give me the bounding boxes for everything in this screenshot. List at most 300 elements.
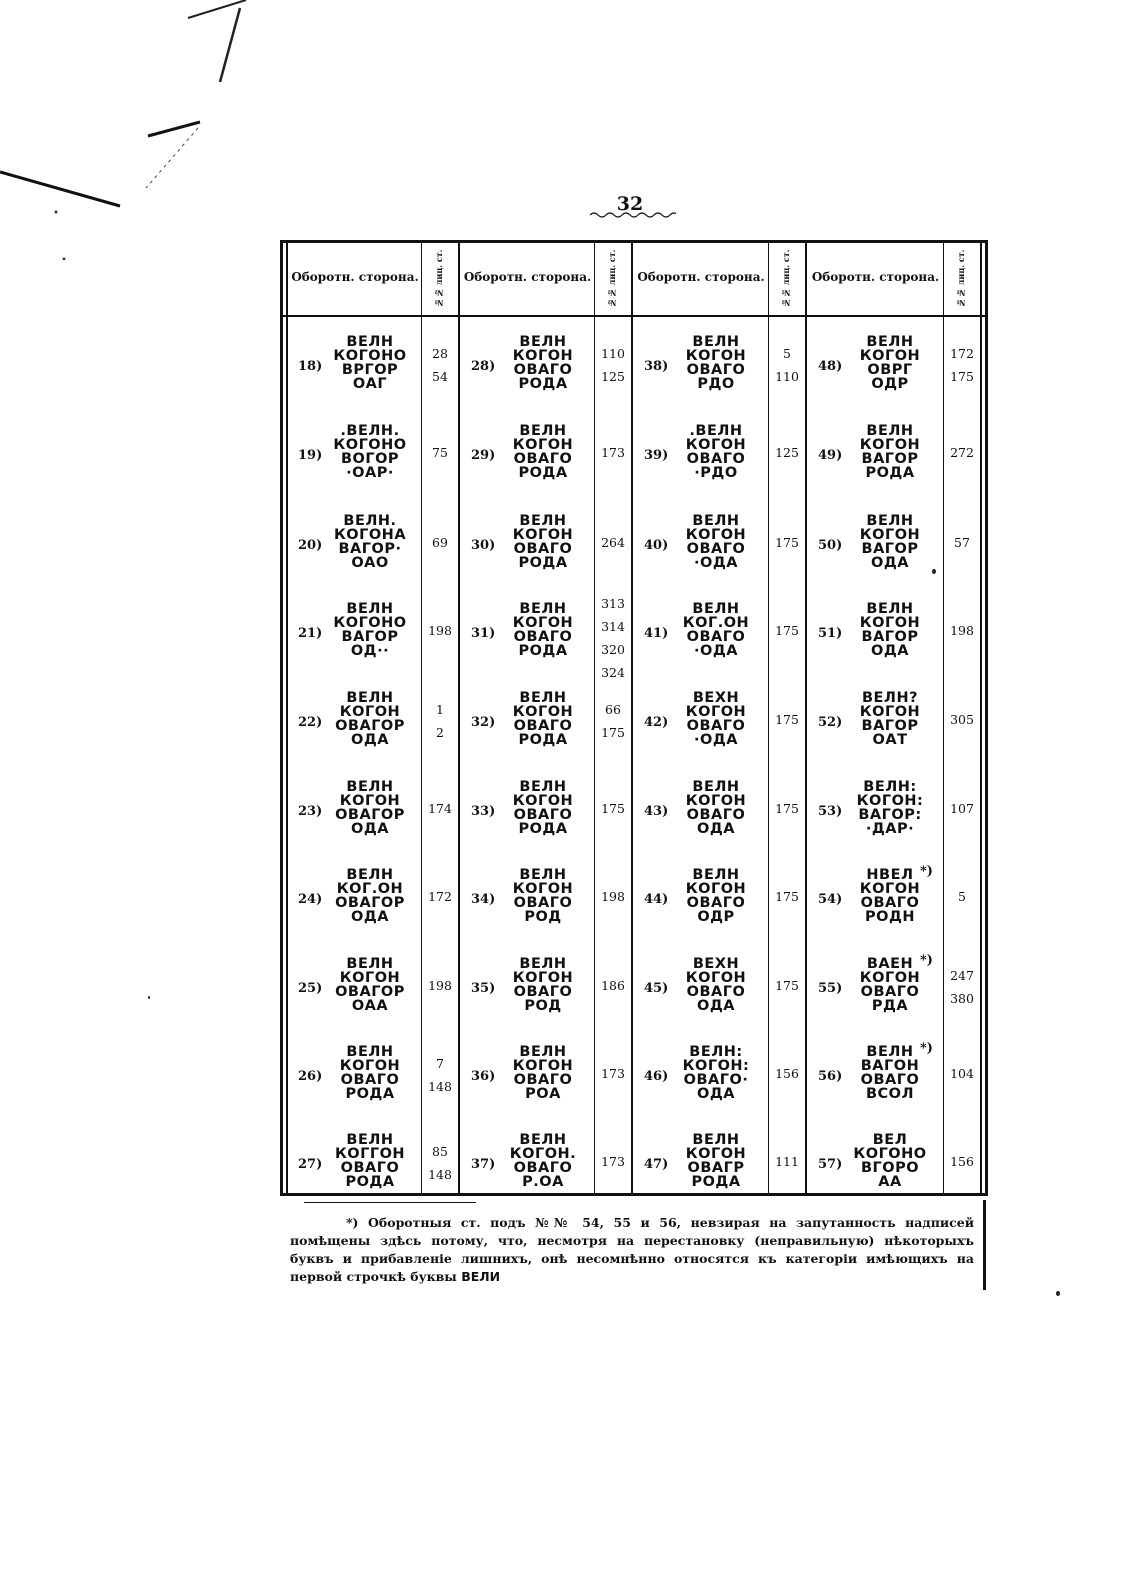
inscription-line: ВЕЛН:: [863, 779, 917, 795]
coin-number: 175: [775, 801, 799, 816]
coin-numbers: [595, 531, 631, 554]
column-header-reverse-side: Оборотн. сторона.: [637, 270, 765, 284]
inscription-glyphs: [664, 1133, 768, 1189]
coin-number: 198: [428, 978, 452, 993]
inscription-line: КОГОН: [685, 881, 747, 897]
coin-number: 156: [775, 1066, 799, 1081]
inscription-glyphs: [838, 1133, 942, 1189]
inscription-line: ОВАГО: [686, 362, 746, 378]
inscription-line: КОГОН: [512, 615, 574, 631]
row-label: 37): [471, 1157, 496, 1172]
inscription-line: ОВАГО: [686, 984, 746, 1000]
coin-numbers: [769, 1062, 805, 1085]
row-label: 43): [644, 804, 669, 819]
inscription-line: КОГОН: [859, 437, 921, 453]
row-label: 23): [298, 804, 323, 819]
coin-number: 198: [601, 889, 625, 904]
inscription-line: ВЕХН: [692, 956, 740, 972]
inscription-line: ОВАГО: [686, 451, 746, 467]
coin-number: 148: [428, 1167, 452, 1182]
scan-artifact-marks: [0, 0, 260, 260]
inscription-line: ОАА: [351, 998, 389, 1014]
inscription-line: ВСОЛ: [865, 1086, 915, 1102]
column-header-coin-number: №№ лиц. ст.: [434, 249, 444, 309]
inscription-line: ВАГОР: [861, 451, 919, 467]
coin-number: 173: [601, 1154, 625, 1169]
inscription-line: ОАТ: [872, 732, 908, 748]
coin-number: 186: [601, 978, 625, 993]
coin-numbers: [944, 1150, 980, 1173]
coin-number: 314: [601, 619, 625, 634]
row-label: 21): [298, 626, 323, 641]
coin-numbers: [769, 342, 805, 388]
row-label: 35): [471, 981, 496, 996]
inscription-line: КОГОН: [512, 704, 574, 720]
inscription-glyphs: [664, 602, 768, 658]
inscription-line: ОВАГОР: [335, 984, 405, 1000]
inscription-line: ОДА: [871, 643, 909, 659]
inscription-line: ВЕЛ: [872, 1132, 908, 1148]
inscription-line: НВЕЛ: [866, 867, 914, 883]
coin-number: 175: [775, 889, 799, 904]
inscription-line: ВАГОР: [341, 629, 399, 645]
row-label: 49): [818, 448, 843, 463]
inscription-line: ВЕЛН: [866, 423, 914, 439]
inscription-line: ОВАГОР: [335, 807, 405, 823]
inscription-line: ОВАГО: [513, 362, 573, 378]
inscription-line: КОГОН: [859, 615, 921, 631]
row-label: 20): [298, 538, 323, 553]
inscription-line: ВЕЛН: [346, 334, 394, 350]
row-label: 40): [644, 538, 669, 553]
inscription-glyphs: [838, 691, 942, 747]
row-label: 18): [298, 359, 323, 374]
coin-numbers: [769, 441, 805, 464]
coin-numbers: [422, 974, 458, 997]
inscription-glyphs: [318, 1133, 422, 1189]
coin-number: 75: [432, 445, 448, 460]
coin-number: 66: [605, 702, 621, 717]
coin-number: 172: [950, 346, 974, 361]
inscription-line: КОГОН: [685, 527, 747, 543]
inscription-line: РОДА: [518, 465, 568, 481]
inscription-line: ОВАГО: [686, 718, 746, 734]
coin-numbers: [422, 342, 458, 388]
inscription-line: ВЕХН: [692, 690, 740, 706]
row-label: 30): [471, 538, 496, 553]
inscription-glyphs: [664, 691, 768, 747]
inscription-line: ОВАГО: [860, 895, 920, 911]
inscription-line: ВЕЛН: [866, 513, 914, 529]
coin-numbers: [422, 1052, 458, 1098]
inscription-line: ВЕЛН: [519, 1044, 567, 1060]
inscription-glyphs: [491, 957, 595, 1013]
inscription-line: КОГОН: [859, 527, 921, 543]
inscription-line: ·ОДА: [694, 732, 738, 748]
page-number-ornament: [588, 211, 676, 219]
inscription-line: КОГОН: [859, 970, 921, 986]
row-label: 28): [471, 359, 496, 374]
row-label: 54): [818, 892, 843, 907]
inscription-glyphs: [491, 514, 595, 570]
inscription-line: ОАО: [351, 555, 389, 571]
inscription-line: КОГОН: [512, 970, 574, 986]
inscription-glyphs: [664, 514, 768, 570]
inscription-line: ВЕЛН: [519, 601, 567, 617]
coin-numbers: [595, 592, 631, 684]
footnote-marker: *): [920, 864, 933, 879]
inscription-line: КОГ.ОН: [682, 615, 750, 631]
inscription-glyphs: [664, 424, 768, 480]
coin-number: 175: [775, 623, 799, 638]
inscription-line: ВЕЛН: [346, 779, 394, 795]
row-label: 42): [644, 715, 669, 730]
inscription-line: .ВЕЛН.: [340, 423, 400, 439]
row-label: 24): [298, 892, 323, 907]
inscription-glyphs: [318, 335, 422, 391]
coin-number: 7: [436, 1056, 444, 1071]
inscription-line: ОВАГО: [860, 1072, 920, 1088]
inscription-line: РОДА: [865, 465, 915, 481]
coin-number: 110: [775, 369, 799, 384]
inscription-line: ВАГОР: [861, 629, 919, 645]
inscription-line: ОВАГО: [340, 1160, 400, 1176]
inscription-glyphs: [838, 780, 942, 836]
inscription-line: ВАГОР: [861, 718, 919, 734]
coin-numbers: [595, 698, 631, 744]
inscription-line: ВЕЛН: [519, 423, 567, 439]
inscription-glyphs: [318, 514, 422, 570]
inscription-line: ОАГ: [352, 376, 388, 392]
coin-number: 272: [950, 445, 974, 460]
inscription-glyphs: [838, 335, 942, 391]
row-label: 56): [818, 1069, 843, 1084]
inscription-line: ОВАГО: [513, 1160, 573, 1176]
coin-numbers: [769, 797, 805, 820]
row-label: 57): [818, 1157, 843, 1172]
inscription-line: ВЕЛН: [866, 1044, 914, 1060]
inscription-line: АА: [878, 1174, 902, 1190]
inscription-line: ВЕЛН: [519, 690, 567, 706]
inscription-glyphs: [491, 691, 595, 747]
inscription-line: РОДН: [864, 909, 915, 925]
coin-number: 313: [601, 596, 625, 611]
inscription-line: ВЕЛН: [519, 867, 567, 883]
page-number: 32: [616, 193, 644, 215]
inscription-line: РОД: [524, 998, 562, 1014]
inscription-line: ВЕЛН: [866, 334, 914, 350]
row-label: 46): [644, 1069, 669, 1084]
coin-numbers: [944, 342, 980, 388]
row-label: 41): [644, 626, 669, 641]
coin-numbers: [769, 974, 805, 997]
coin-numbers: [944, 1062, 980, 1085]
inscription-glyphs: [491, 1133, 595, 1189]
coin-numbers: [769, 531, 805, 554]
row-label: 22): [298, 715, 323, 730]
row-label: 31): [471, 626, 496, 641]
inscription-line: ОВАГО: [686, 807, 746, 823]
coin-inscription-table: [280, 240, 988, 1196]
coin-numbers: [422, 531, 458, 554]
row-label: 29): [471, 448, 496, 463]
coin-number: 1: [436, 702, 444, 717]
inscription-line: ОВАГО: [686, 895, 746, 911]
inscription-line: ОВАГО: [513, 1072, 573, 1088]
inscription-line: ОВАГР: [687, 1160, 745, 1176]
inscription-line: РОДА: [518, 376, 568, 392]
inscription-line: ВЕЛН: [692, 867, 740, 883]
inscription-line: ОВАГО: [513, 541, 573, 557]
coin-number: 305: [950, 712, 974, 727]
inscription-line: КОГОН: [339, 1058, 401, 1074]
inscription-line: ВЕЛН: [692, 779, 740, 795]
inscription-line: РДО: [697, 376, 735, 392]
row-label: 47): [644, 1157, 669, 1172]
inscription-line: ·ОДА: [694, 555, 738, 571]
inscription-line: КОГОНА: [333, 527, 407, 543]
coin-number: 264: [601, 535, 625, 550]
row-label: 33): [471, 804, 496, 819]
coin-numbers: [944, 441, 980, 464]
table-side-rule: [983, 1200, 986, 1290]
inscription-glyphs: [664, 335, 768, 391]
row-label: 25): [298, 981, 323, 996]
inscription-line: КОГОН: [685, 437, 747, 453]
footnote-rule: [304, 1202, 476, 1203]
inscription-line: ВАГОР:: [858, 807, 922, 823]
inscription-line: КОГОНО: [333, 437, 407, 453]
inscription-line: ВЕЛН: [519, 513, 567, 529]
inscription-glyphs: [491, 335, 595, 391]
coin-number: 320: [601, 642, 625, 657]
row-label: 52): [818, 715, 843, 730]
coin-numbers: [422, 797, 458, 820]
inscription-line: КОГОН: [685, 970, 747, 986]
row-label: 39): [644, 448, 669, 463]
coin-number: 107: [950, 801, 974, 816]
inscription-line: ОВАГО: [513, 718, 573, 734]
inscription-glyphs: [491, 868, 595, 924]
inscription-line: КОГОН.: [509, 1146, 577, 1162]
inscription-line: .ВЕЛН: [689, 423, 743, 439]
inscription-line: ОДР: [871, 376, 909, 392]
coin-numbers: [595, 1150, 631, 1173]
row-label: 27): [298, 1157, 323, 1172]
inscription-line: ВЕЛН.: [343, 513, 397, 529]
inscription-line: ОВАГОР: [335, 718, 405, 734]
inscription-line: КОГОН:: [682, 1058, 750, 1074]
coin-numbers: [422, 885, 458, 908]
coin-number: 125: [601, 369, 625, 384]
column-header-reverse-side: Оборотн. сторона.: [291, 270, 419, 284]
coin-number: 174: [428, 801, 452, 816]
row-label: 19): [298, 448, 323, 463]
inscription-line: ОДА: [351, 909, 389, 925]
inscription-line: КОГОН: [512, 881, 574, 897]
inscription-line: КОГОН: [339, 793, 401, 809]
inscription-line: ОВАГОР: [335, 895, 405, 911]
coin-number: 172: [428, 889, 452, 904]
scan-speck: [932, 569, 936, 574]
coin-number: 2: [436, 725, 444, 740]
inscription-line: ОВАГО: [340, 1072, 400, 1088]
inscription-line: ОДА: [697, 821, 735, 837]
coin-number: 5: [783, 346, 791, 361]
inscription-glyphs: [318, 957, 422, 1013]
inscription-line: Р.ОА: [522, 1174, 564, 1190]
inscription-line: РОДА: [345, 1086, 395, 1102]
coin-number: 125: [775, 445, 799, 460]
inscription-line: РОД: [524, 909, 562, 925]
inscription-line: ВЕЛН: [346, 1044, 394, 1060]
inscription-line: ОДА: [351, 732, 389, 748]
column-header-coin-number: №№ лиц. ст.: [781, 249, 791, 309]
coin-numbers: [944, 708, 980, 731]
footnote-text: *) Оборотныя ст. подъ №№ 54, 55 и 56, невзирая на запутанность надписей помѣщены здѣсь потому, что, несмотря на перестановку (неправильную) нѣкоторыхъ буквъ и прибавленіе лишнихъ, онѣ несомнѣнно относятся къ категоріи имѣющихъ на первой строчкѣ буквы: [290, 1215, 974, 1284]
inscription-line: ВОГОР: [340, 451, 400, 467]
coin-number: 173: [601, 1066, 625, 1081]
row-label: 51): [818, 626, 843, 641]
inscription-line: КОГОНО: [333, 615, 407, 631]
inscription-glyphs: [491, 602, 595, 658]
inscription-line: КОГОН: [685, 704, 747, 720]
coin-numbers: [944, 797, 980, 820]
inscription-glyphs: [318, 868, 422, 924]
inscription-glyphs: [664, 957, 768, 1013]
inscription-line: ВЕЛН: [346, 1132, 394, 1148]
inscription-line: ВЕЛН:: [689, 1044, 743, 1060]
inscription-line: ОДА: [697, 1086, 735, 1102]
coin-number: 85: [432, 1144, 448, 1159]
inscription-glyphs: [491, 424, 595, 480]
coin-number: 175: [775, 712, 799, 727]
coin-number: 175: [601, 801, 625, 816]
inscription-line: КОГОН:: [856, 793, 924, 809]
inscription-line: ОВАГО·: [683, 1072, 749, 1088]
inscription-line: ВАЕН: [866, 956, 914, 972]
inscription-line: ВЕЛН: [692, 334, 740, 350]
inscription-glyphs: [838, 514, 942, 570]
inscription-line: ВЕЛН: [519, 1132, 567, 1148]
inscription-glyphs: [318, 691, 422, 747]
coin-numbers: [944, 885, 980, 908]
inscription-line: РДА: [871, 998, 909, 1014]
inscription-line: ОВАГО: [513, 451, 573, 467]
inscription-line: РОА: [525, 1086, 561, 1102]
inscription-glyphs: [318, 424, 422, 480]
coin-number: 110: [601, 346, 625, 361]
inscription-line: ВЕЛН: [866, 601, 914, 617]
coin-number: 324: [601, 665, 625, 680]
coin-numbers: [769, 708, 805, 731]
inscription-line: РОДА: [691, 1174, 741, 1190]
inscription-line: ·ОДА: [694, 643, 738, 659]
coin-number: 69: [432, 535, 448, 550]
inscription-line: ОВАГО: [860, 984, 920, 1000]
inscription-glyphs: [838, 602, 942, 658]
inscription-glyphs: [664, 780, 768, 836]
inscription-line: РОДА: [518, 821, 568, 837]
inscription-line: ВЕЛН: [519, 779, 567, 795]
inscription-line: ВРГОР: [341, 362, 399, 378]
inscription-line: ВАГОР·: [338, 541, 402, 557]
column-header-coin-number: №№ лиц. ст.: [956, 249, 966, 309]
coin-numbers: [422, 619, 458, 642]
footnote-marker: *): [920, 953, 933, 968]
inscription-line: ВЕЛН: [519, 956, 567, 972]
inscription-line: КОГОН: [859, 881, 921, 897]
coin-number: 54: [432, 369, 448, 384]
footnote-marker: *): [920, 1041, 933, 1056]
inscription-line: ВАГОН: [860, 1058, 920, 1074]
coin-number: 380: [950, 991, 974, 1006]
coin-numbers: [422, 441, 458, 464]
inscription-line: ОД··: [350, 643, 390, 659]
inscription-line: КОГОН: [512, 348, 574, 364]
scan-speck: [148, 996, 150, 999]
row-label: 50): [818, 538, 843, 553]
inscription-line: КОГ.ОН: [336, 881, 404, 897]
column-header-reverse-side: Оборотн. сторона.: [463, 270, 592, 284]
coin-number: 175: [601, 725, 625, 740]
inscription-line: ОВАГО: [513, 984, 573, 1000]
coin-numbers: [944, 619, 980, 642]
row-label: 34): [471, 892, 496, 907]
row-label: 32): [471, 715, 496, 730]
coin-numbers: [944, 964, 980, 1010]
row-label: 38): [644, 359, 669, 374]
inscription-glyphs: [491, 1045, 595, 1101]
row-label: 45): [644, 981, 669, 996]
inscription-line: ОВРГ: [867, 362, 913, 378]
inscription-glyphs: [318, 780, 422, 836]
inscription-line: ВЕЛН: [692, 1132, 740, 1148]
inscription-line: ОДА: [351, 821, 389, 837]
inscription-line: ОВАГО: [513, 895, 573, 911]
inscription-glyphs: [838, 424, 942, 480]
footnote: [290, 1214, 974, 1286]
row-label: 55): [818, 981, 843, 996]
row-label: 53): [818, 804, 843, 819]
coin-numbers: [595, 885, 631, 908]
inscription-line: РОДА: [518, 555, 568, 571]
inscription-line: КОГОН: [512, 793, 574, 809]
inscription-line: КОГГОН: [334, 1146, 406, 1162]
coin-number: 175: [775, 535, 799, 550]
inscription-line: ВЕЛН: [346, 867, 394, 883]
inscription-line: КОГОН: [685, 793, 747, 809]
inscription-glyphs: [491, 780, 595, 836]
inscription-line: ВЕЛН: [692, 513, 740, 529]
inscription-line: ·ДАР·: [865, 821, 915, 837]
inscription-line: КОГОН: [859, 704, 921, 720]
inscription-line: КОГОНО: [333, 348, 407, 364]
inscription-line: РОДА: [345, 1174, 395, 1190]
coin-number: 173: [601, 445, 625, 460]
inscription-line: ОДА: [871, 555, 909, 571]
coin-number: 175: [775, 978, 799, 993]
coin-numbers: [422, 1140, 458, 1186]
row-label: 26): [298, 1069, 323, 1084]
inscription-line: ОВАГО: [513, 629, 573, 645]
coin-number: 156: [950, 1154, 974, 1169]
coin-numbers: [595, 342, 631, 388]
inscription-line: КОГОН: [685, 348, 747, 364]
coin-numbers: [595, 441, 631, 464]
coin-numbers: [944, 531, 980, 554]
coin-number: 198: [950, 623, 974, 638]
